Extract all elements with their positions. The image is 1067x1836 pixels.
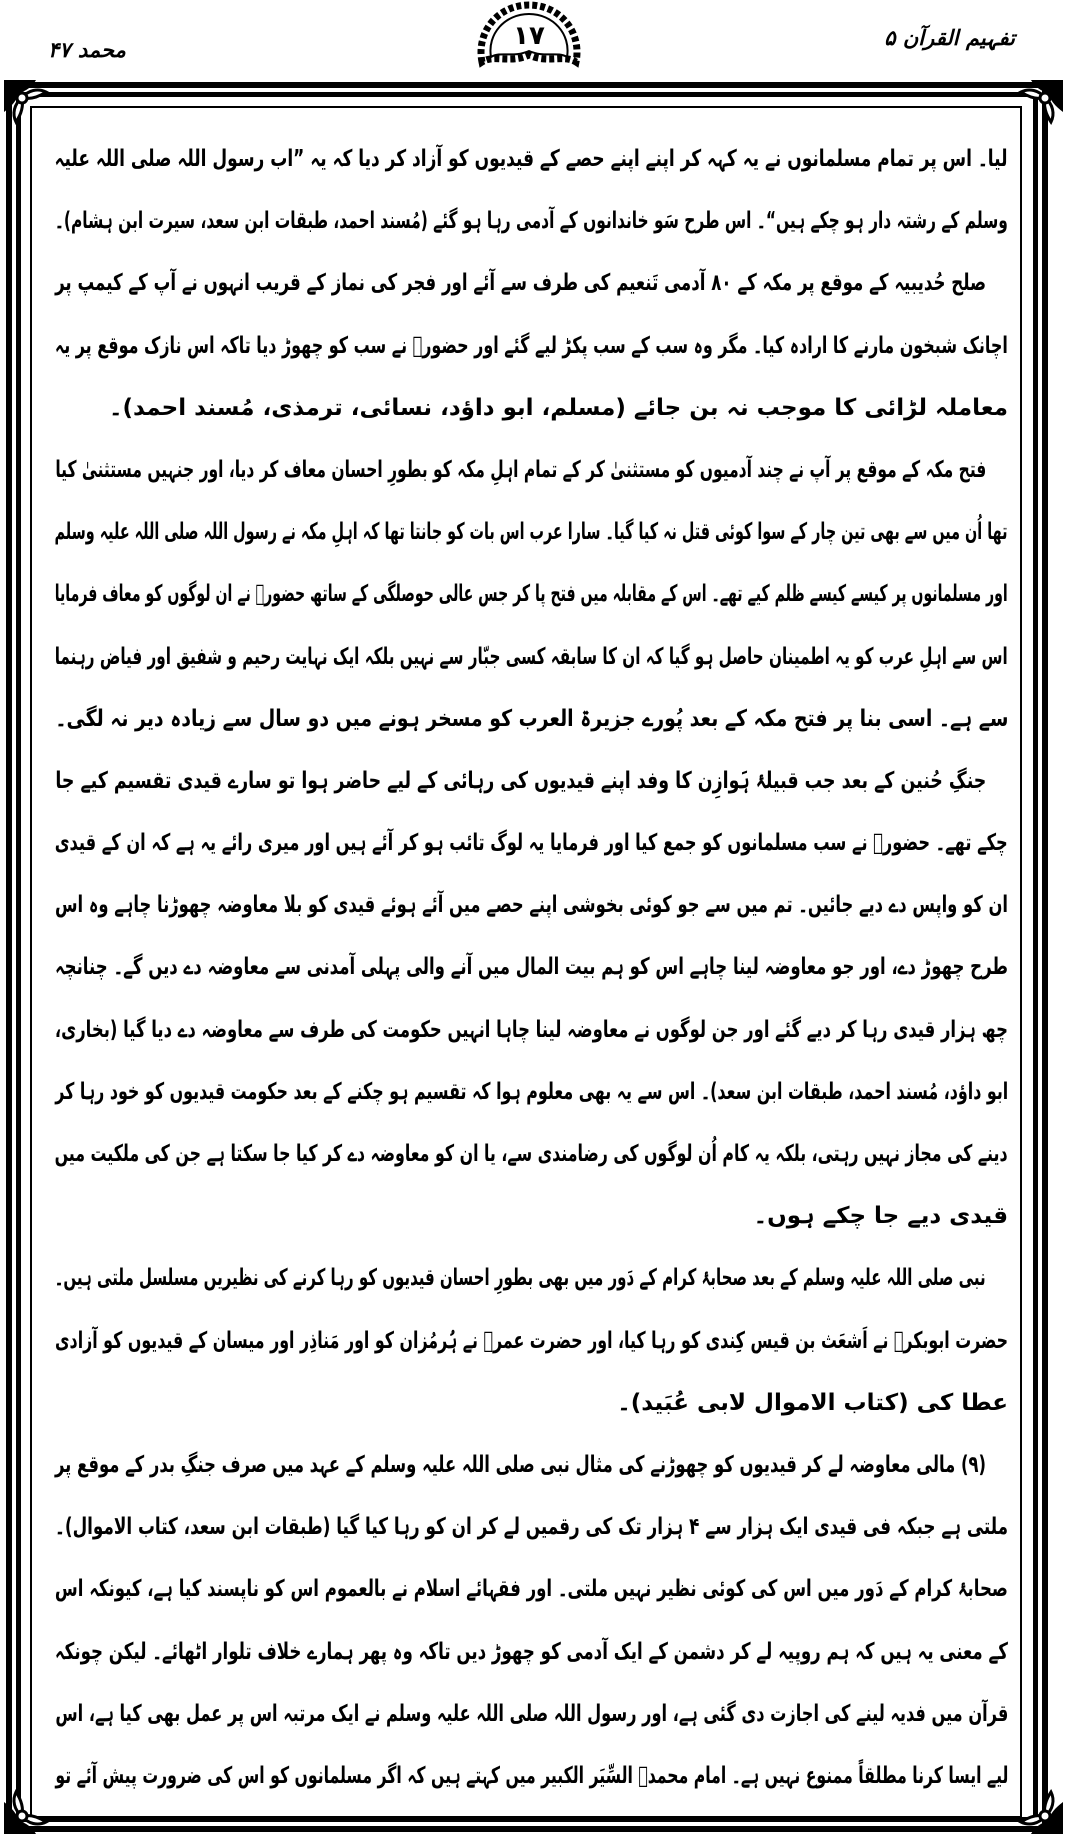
line-text: دینے کی مجاز نہیں رہتی، بلکہ یہ کام اُن لوگوں کی رضامندی سے، یا ان کو معاوضہ دے کر کیا جا سکتا ہے جن کی ملکیت میں	[55, 1141, 1008, 1167]
page-number-medallion	[474, 0, 584, 70]
book-title: تفہیم القرآن ۵	[884, 26, 1015, 50]
text-line	[55, 1247, 1008, 1309]
line-text: نبی صلی اللہ علیہ وسلم کے بعد صحابۂ کرام کے دَور میں بھی بطورِ احسان قیدیوں کو رہا کرنے کی نظیریں مسلسل ملتی ہیں۔	[55, 1265, 986, 1292]
line-text: قیدی دیے جا چکے ہوں۔	[753, 1203, 1008, 1230]
line-text: ملتی ہے جبکہ فی قیدی ایک ہزار سے ۴ ہزار تک کی رقمیں لے کر ان کو رہا کیا گیا (طبقات ابن سعد، کتاب الاموال)۔	[55, 1514, 1008, 1541]
line-text: معاملہ لڑائی کا موجب نہ بن جائے (مسلم، ابو داؤد، نسائی، ترمذی، مُسند احمد)۔	[108, 394, 1008, 421]
paragraph	[55, 128, 1008, 252]
text-line	[55, 626, 1008, 688]
paragraph	[55, 439, 1008, 750]
paragraph	[55, 1247, 1008, 1434]
line-text: اچانک شبخون مارنے کا ارادہ کیا۔ مگر وہ سب کے سب پکڑ لیے گئے اور حضورؐ نے سب کو چھوڑ دیا تاکہ اس نازک موقع پر یہ	[55, 332, 1008, 359]
line-text: لیے ایسا کرنا مطلقاً ممنوع نہیں ہے۔ امام محمدؒ السِّیَر الکبیر میں کہتے ہیں کہ اگر مسلمانوں کو اس کی ضرورت پیش آئے تو	[55, 1762, 1008, 1789]
text-line	[55, 563, 1008, 625]
line-text: قرآن میں فدیہ لینے کی اجازت دی گئی ہے، اور رسول اللہ صلی اللہ علیہ وسلم نے ایک مرتبہ اس پر عمل بھی کیا ہے، اس	[55, 1700, 1008, 1727]
text-line	[55, 1745, 1008, 1807]
text-line	[55, 377, 1008, 439]
corner-ornament-icon	[1015, 78, 1065, 128]
paragraph	[55, 1434, 1008, 1807]
text-line	[55, 874, 1008, 936]
text-line	[55, 252, 1008, 314]
text-line	[55, 750, 1008, 812]
line-text: حضرت ابوبکرؓ نے اَشعَث بن قیس کِندی کو رہا کیا، اور حضرت عمرؓ نے ہُرمُزان کو اور مَناذِر اور میسان کے قیدیوں کو آزادی	[55, 1327, 1008, 1354]
surah-reference: محمد ۴۷	[48, 38, 126, 62]
text-line	[55, 688, 1008, 750]
paragraph	[55, 252, 1008, 439]
text-line	[55, 190, 1008, 252]
text-line	[55, 1683, 1008, 1745]
text-line	[55, 1621, 1008, 1683]
text-line	[55, 1061, 1008, 1123]
line-text: ان کو واپس دے دیے جائیں۔ تم میں سے جو کوئی بخوشی اپنے حصے میں آئے ہوئے قیدی کو بلا معاوضہ چھوڑنا چاہے وہ اس	[55, 892, 1008, 919]
line-text: چکے تھے۔ حضورؐ نے سب مسلمانوں کو جمع کیا اور فرمایا یہ لوگ تائب ہو کر آئے ہیں اور میری رائے یہ ہے کہ ان کے قیدی	[55, 830, 1008, 857]
text-line	[55, 1434, 1008, 1496]
text-line	[55, 1185, 1008, 1247]
line-text: وسلم کے رشتہ دار ہو چکے ہیں“۔ اس طرح سَو خاندانوں کے آدمی رہا ہو گئے (مُسند احمد، طبقات ابن سعد، سیرت ابن ہشام)۔	[55, 208, 1008, 235]
line-text: عطا کی (کتاب الاموال لابی عُبَید)۔	[617, 1389, 1008, 1416]
text-line	[55, 315, 1008, 377]
line-text: چھ ہزار قیدی رہا کر دیے گئے اور جن لوگوں نے معاوضہ لینا چاہا انہیں حکومت کی طرف سے معاوضہ دے دیا گیا (بخاری،	[55, 1016, 1008, 1043]
text-line	[55, 128, 1008, 190]
line-text: (۹) مالی معاوضہ لے کر قیدیوں کو چھوڑنے کی مثال نبی صلی اللہ علیہ وسلم کے عہد میں صرف جنگِ بدر کے موقع پر	[55, 1451, 986, 1478]
line-text: صلح حُدیبیہ کے موقع پر مکہ کے ۸۰ آدمی تَنعیم کی طرف سے آئے اور فجر کی نماز کے قریب انہوں نے آپ کے کیمپ پر	[55, 270, 986, 297]
text-line	[55, 501, 1008, 563]
text-line	[55, 1558, 1008, 1620]
line-text: طرح چھوڑ دے، اور جو معاوضہ لینا چاہے اس کو ہم بیت المال میں آنے والی پہلی آمدنی سے معاوضہ دے دیں گے۔ چنانچہ	[55, 954, 1008, 981]
corner-ornament-icon	[1015, 1786, 1065, 1836]
text-line	[55, 1372, 1008, 1434]
line-text: لیا۔ اس پر تمام مسلمانوں نے یہ کہہ کر اپنے اپنے حصے کے قیدیوں کو آزاد کر دیا کہ یہ ”اب رسول اللہ صلی اللہ علیہ	[54, 146, 1008, 172]
line-text: جنگِ حُنین کے بعد جب قبیلۂ ہَوازِن کا وفد اپنے قیدیوں کی رہائی کے لیے حاضر ہوا تو سارے قیدی تقسیم کیے جا	[55, 767, 986, 794]
line-text: ابو داؤد، مُسند احمد، طبقات ابن سعد)۔ اس سے یہ بھی معلوم ہوا کہ تقسیم ہو چکنے کے بعد حکومت قیدیوں کو خود رہا کر	[55, 1078, 1008, 1105]
page-number: ۱۷	[513, 21, 545, 51]
line-text: تھا اُن میں سے بھی تین چار کے سوا کوئی قتل نہ کیا گیا۔ سارا عرب اس بات کو جانتا تھا کہ اہلِ مکہ نے رسول اللہ صلی اللہ علیہ وسلم	[55, 519, 1008, 546]
line-text: صحابۂ کرام کے دَور میں اس کی کوئی نظیر نہیں ملتی۔ اور فقہائے اسلام نے بالعموم اس کو ناپسند کیا ہے، کیونکہ اس	[54, 1576, 1008, 1603]
line-text: سے ہے۔ اسی بنا پر فتح مکہ کے بعد پُورے جزیرۃ العرب کو مسخر ہونے میں دو سال سے زیادہ دیر نہ لگی۔	[54, 705, 1008, 732]
text-line	[55, 812, 1008, 874]
paragraph	[55, 750, 1008, 1248]
line-text: فتح مکہ کے موقع پر آپ نے چند آدمیوں کو مستثنیٰ کر کے تمام اہلِ مکہ کو بطورِ احسان معاف کر دیا، اور جنہیں مستثنیٰ کیا	[54, 456, 986, 483]
line-text: اور مسلمانوں پر کیسے کیسے ظلم کیے تھے۔ اس کے مقابلہ میں فتح پا کر جس عالی حوصلگی کے ساتھ حضورؐ نے ان لوگوں کو معاف فرمایا	[55, 581, 1008, 608]
text-line	[55, 1123, 1008, 1185]
text-line	[55, 936, 1008, 998]
body-text	[55, 128, 1008, 1807]
line-text: اس سے اہلِ عرب کو یہ اطمینان حاصل ہو گیا کہ ان کا سابقہ کسی جبّار سے نہیں بلکہ ایک نہایت رحیم و شفیق اور فیاض رہنما	[55, 643, 1008, 670]
text-line	[55, 999, 1008, 1061]
corner-ornament-icon	[2, 78, 52, 128]
line-text: کے معنی یہ ہیں کہ ہم روپیہ لے کر دشمن کے ایک آدمی کو چھوڑ دیں تاکہ وہ پھر ہمارے خلاف تلوار اٹھائے۔ لیکن چونکہ	[55, 1638, 1008, 1665]
text-line	[55, 1310, 1008, 1372]
text-line	[55, 439, 1008, 501]
text-line	[55, 1496, 1008, 1558]
